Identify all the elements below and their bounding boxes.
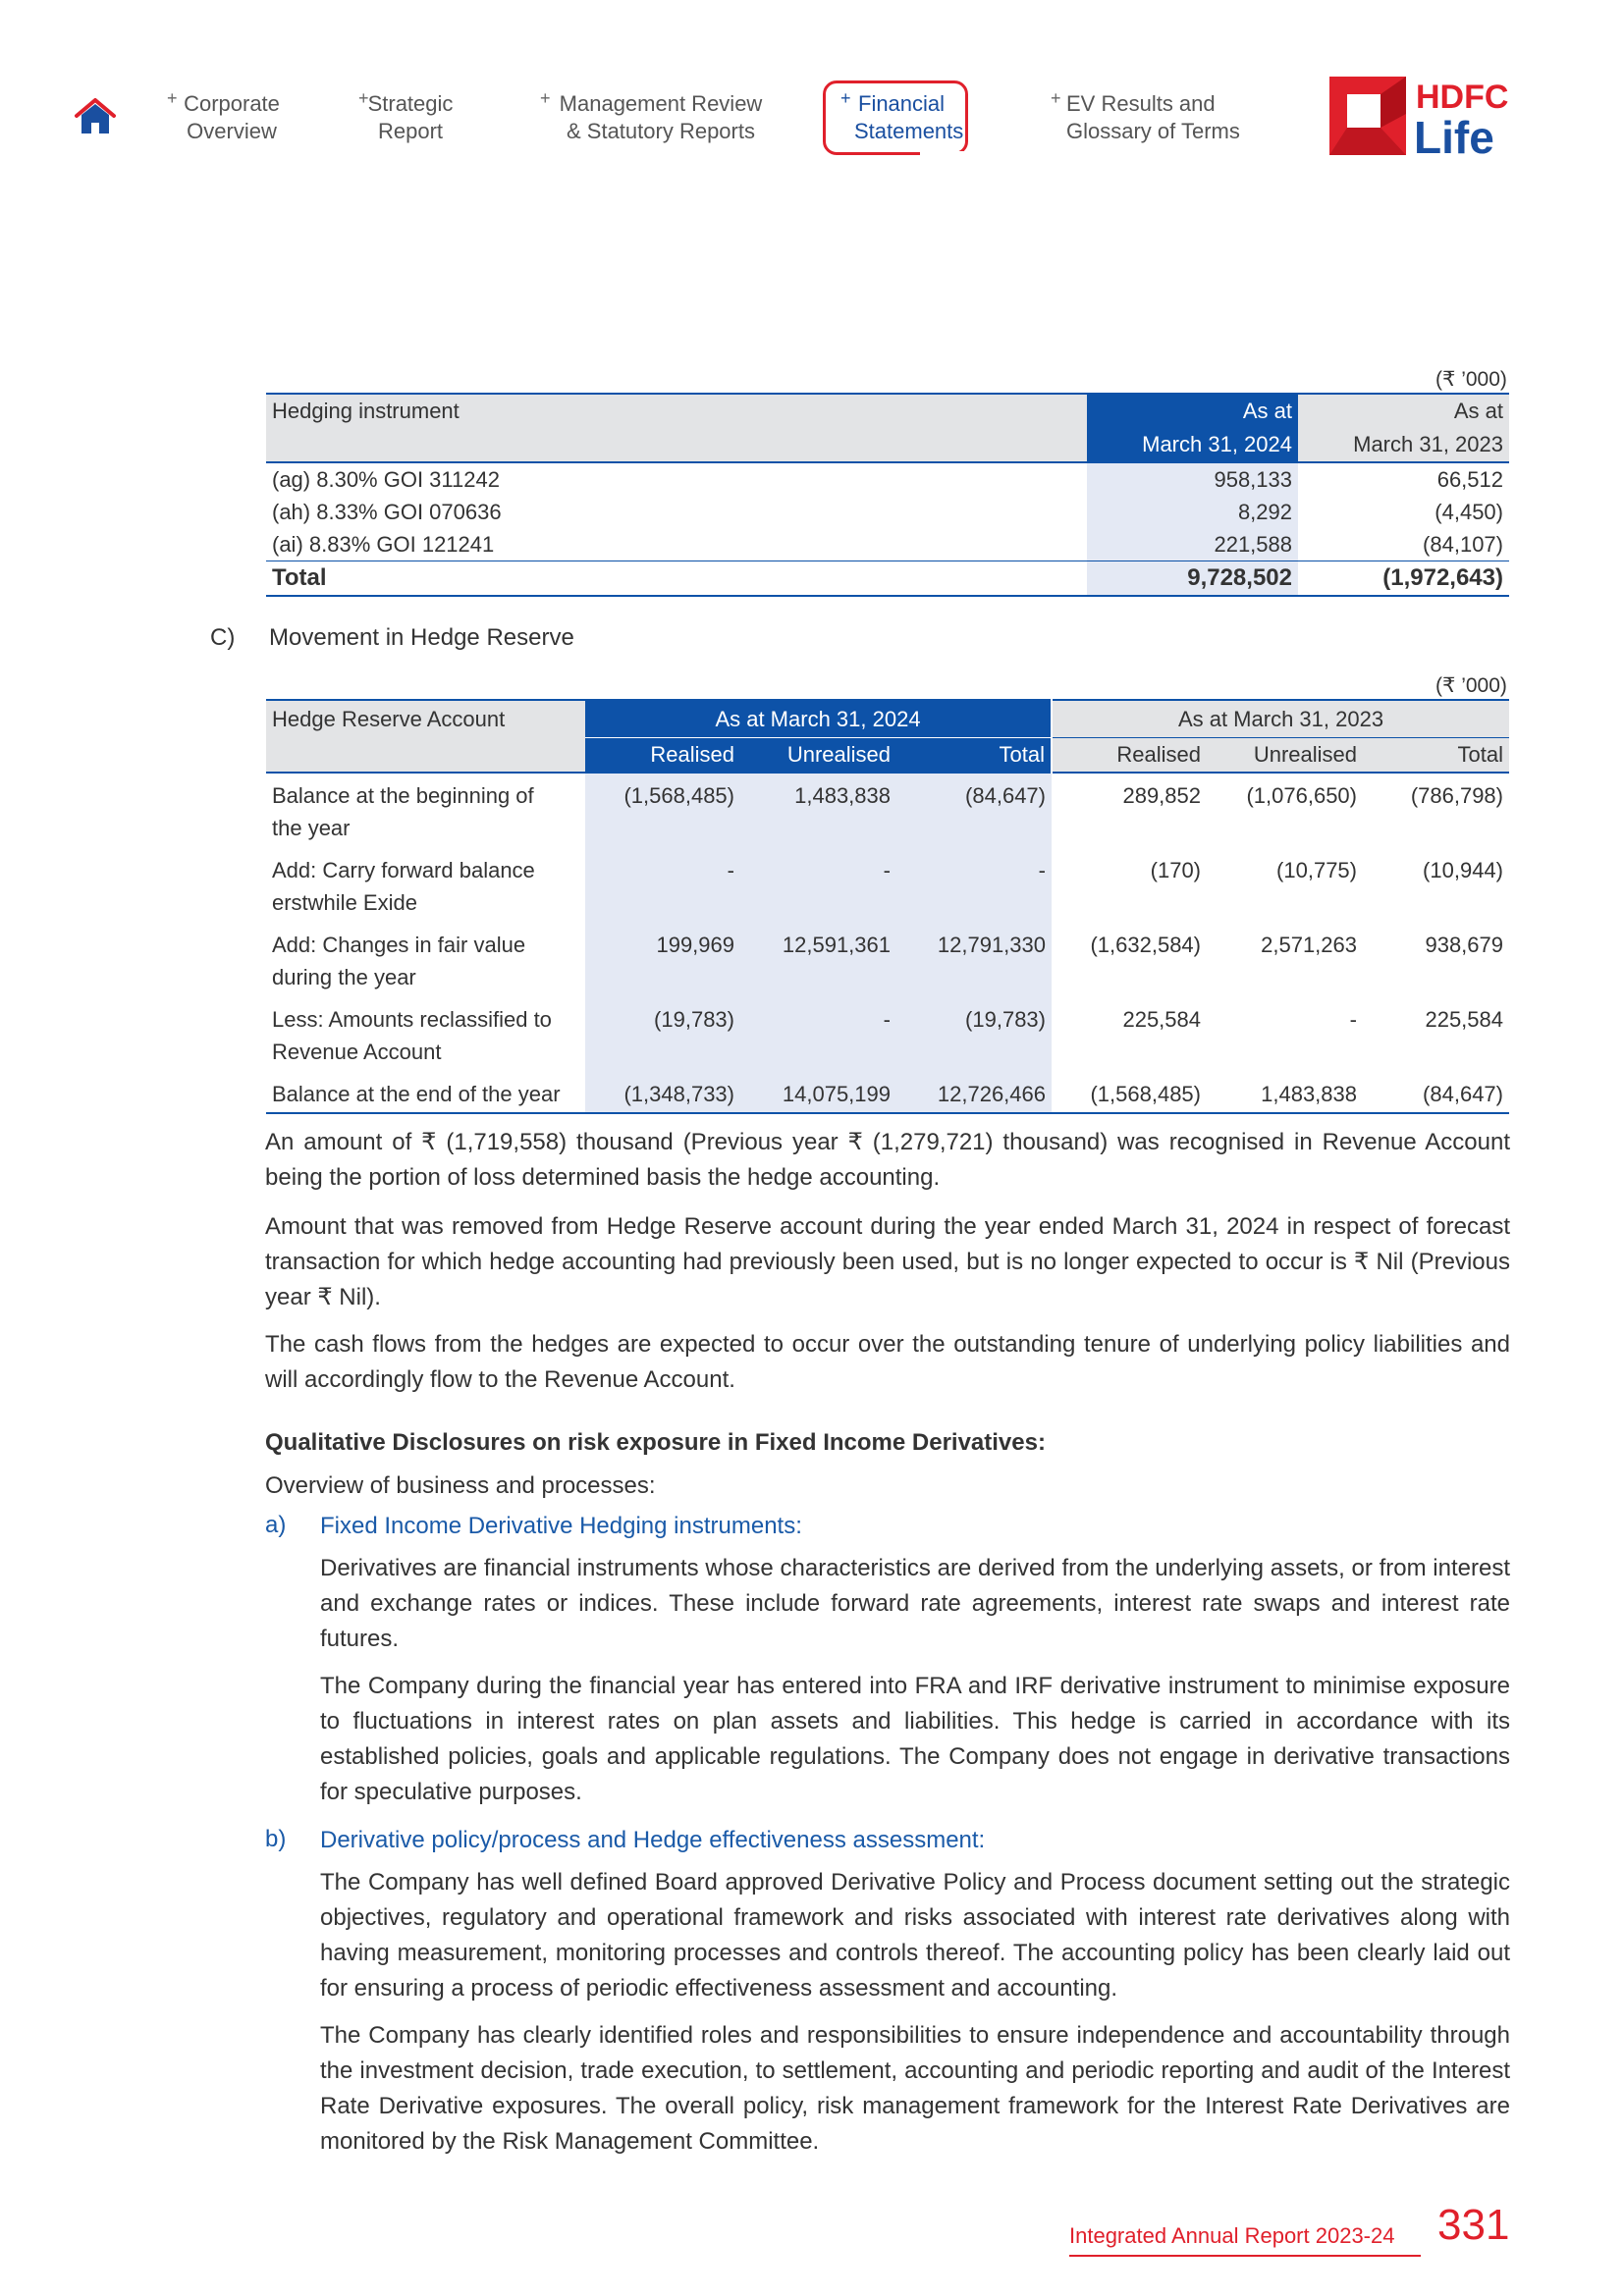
table-header-group-row xyxy=(266,700,1509,738)
cell: 225,584 xyxy=(1122,1007,1201,1032)
table-row xyxy=(266,528,1509,561)
row-label-line1: Balance at the beginning of xyxy=(272,783,534,808)
row-label: (ah) 8.33% GOI 070636 xyxy=(272,500,502,524)
plus-icon: + xyxy=(1051,88,1061,108)
cell: (170) xyxy=(1150,858,1201,882)
cell: (1,568,485) xyxy=(585,773,740,848)
cell: (19,783) xyxy=(896,997,1052,1072)
col-header-realised-2023: Realised xyxy=(1052,738,1207,774)
col-header-2023 xyxy=(1298,394,1509,462)
cell: (10,944) xyxy=(1423,858,1503,882)
value-2023: (84,107) xyxy=(1423,532,1503,557)
row-label: (ai) 8.83% GOI 121241 xyxy=(272,532,495,557)
cell: (19,783) xyxy=(585,997,740,1072)
cell: - xyxy=(1349,1007,1357,1032)
svg-text:Life: Life xyxy=(1414,112,1494,159)
value-2024: 221,588 xyxy=(1087,528,1298,561)
paragraph-derivatives-definition: Derivatives are financial instruments whose characteristics are derived from the underlying assets, or from interest and exchange rates or indices. These include forward rate agreements, interest rate swaps and interest rate futures. xyxy=(320,1555,1510,1652)
nav-strategic-report[interactable] xyxy=(358,88,456,145)
nav-label-line1: Corporate xyxy=(184,91,280,116)
subheading-fixed-income: Fixed Income Derivative Hedging instruments: xyxy=(320,1513,802,1539)
col-group-2023: As at March 31, 2023 xyxy=(1052,700,1509,738)
table-row xyxy=(266,1072,1509,1113)
col-header-2023-line2: March 31, 2023 xyxy=(1353,432,1503,456)
nav-label-line1: Strategic xyxy=(367,91,454,116)
list-letter-b: b) xyxy=(265,1826,287,1852)
cell: 225,584 xyxy=(1425,1007,1503,1032)
cell: 12,791,330 xyxy=(896,923,1052,997)
row-label xyxy=(266,997,585,1072)
paragraph-derivative-policy: The Company has well defined Board approved Derivative Policy and Process document setting out the strategic objectives, regulatory and operational framework and risks associated with interest rate derivatives along with having measurement, monitoring processes and controls thereof. The accounting policy has been clearly laid out for ensuring a process of periodic effectiveness assessment and accounting. xyxy=(320,1869,1510,2002)
row-label-line1: Balance at the end of the year xyxy=(272,1082,561,1106)
col-header-total-2023: Total xyxy=(1363,738,1509,774)
subheading-derivative-policy: Derivative policy/process and Hedge effectiveness assessment: xyxy=(320,1827,986,1853)
total-label: Total xyxy=(272,564,327,591)
home-icon[interactable] xyxy=(73,94,118,139)
row-label-line2: Revenue Account xyxy=(272,1040,442,1064)
paragraph-fra-irf: The Company during the financial year has entered into FRA and IRF derivative instrument to minimise exposure to fluctuations in interest rates on plan assets and liabilities. This hedge is carried in accordance with its established policies, goals and applicable regulations. The Company does not engage in derivative transactions for speculative purposes. xyxy=(320,1673,1510,1805)
row-label-line1: Add: Carry forward balance xyxy=(272,858,535,882)
table2-unit: (₹ ’000) xyxy=(1435,674,1507,697)
cell: 289,852 xyxy=(1122,783,1201,808)
cell: (84,647) xyxy=(1423,1082,1503,1106)
table-row xyxy=(266,923,1509,997)
cell: (10,775) xyxy=(1276,858,1357,882)
nav-label-line1: Management Review xyxy=(559,91,763,116)
total-2023: (1,972,643) xyxy=(1382,564,1503,591)
table-header-row xyxy=(266,394,1509,462)
nav-label-line2: & Statutory Reports xyxy=(567,119,755,143)
plus-icon: + xyxy=(540,88,551,108)
plus-icon: + xyxy=(358,88,369,108)
value-2024: 8,292 xyxy=(1087,496,1298,528)
row-label-line2: erstwhile Exide xyxy=(272,890,417,915)
hedge-reserve-table xyxy=(266,699,1509,1114)
cell: - xyxy=(740,848,896,923)
cell: (1,076,650) xyxy=(1246,783,1357,808)
table-row xyxy=(266,997,1509,1072)
row-label xyxy=(266,923,585,997)
nav-label-line1: Financial xyxy=(858,91,946,116)
nav-label-line2: Statements xyxy=(854,119,964,143)
svg-text:HDFC: HDFC xyxy=(1416,79,1509,116)
plus-icon: + xyxy=(167,88,178,108)
col-header-2023-line1: As at xyxy=(1453,399,1503,423)
nav-management-review[interactable] xyxy=(540,88,766,145)
row-label xyxy=(266,1072,585,1113)
table-row xyxy=(266,848,1509,923)
col-header-account: Hedge Reserve Account xyxy=(266,700,585,773)
paragraph-revenue-recognition: An amount of ₹ (1,719,558) thousand (Previous year ₹ (1,279,721) thousand) was recognised in Revenue Account being the portion of loss determined basis the hedge accounting. xyxy=(265,1129,1510,1191)
cell: (1,348,733) xyxy=(585,1072,740,1113)
footer-report-title: Integrated Annual Report 2023-24 xyxy=(1069,2223,1395,2248)
col-header-2024 xyxy=(1087,394,1298,462)
paragraph-cash-flows: The cash flows from the hedges are expected to occur over the outstanding tenure of underlying policy liabilities and will accordingly flow to the Revenue Account. xyxy=(265,1331,1510,1393)
row-label xyxy=(266,848,585,923)
section-heading-qualitative: Qualitative Disclosures on risk exposure in Fixed Income Derivatives: xyxy=(265,1429,1046,1456)
total-row xyxy=(266,561,1509,597)
col-header-2024-line2: March 31, 2024 xyxy=(1142,432,1292,456)
cell: - xyxy=(740,997,896,1072)
value-2023: (4,450) xyxy=(1435,500,1503,524)
hedging-instrument-table xyxy=(266,393,1509,597)
row-label-line1: Less: Amounts reclassified to xyxy=(272,1007,552,1032)
col-header-2024-line1: As at xyxy=(1242,399,1292,423)
cell: 938,679 xyxy=(1425,933,1503,957)
total-2024: 9,728,502 xyxy=(1087,561,1298,597)
value-2023: 66,512 xyxy=(1436,467,1503,492)
cell: 199,969 xyxy=(585,923,740,997)
col-header-realised-2024: Realised xyxy=(585,738,740,774)
cell: - xyxy=(585,848,740,923)
col-header-unrealised-2023: Unrealised xyxy=(1207,738,1363,774)
page-number: 331 xyxy=(1437,2201,1510,2249)
table-row xyxy=(266,496,1509,528)
cell: 14,075,199 xyxy=(740,1072,896,1113)
cell: 12,591,361 xyxy=(740,923,896,997)
col-header-unrealised-2024: Unrealised xyxy=(740,738,896,774)
nav-label-line2: Overview xyxy=(187,119,277,143)
col-header-hedging-instrument: Hedging instrument xyxy=(266,394,1087,462)
col-group-2024: As at March 31, 2024 xyxy=(585,700,1052,738)
paragraph-roles-responsibilities: The Company has clearly identified roles and responsibilities to ensure independence and accountability through the investment decision, trade execution, to settlement, accounting and periodic reporting and audit of the Interest Rate Derivative exposures. The overall policy, risk management framework for the Interest Rate Derivatives are monitored by the Risk Management Committee. xyxy=(320,2022,1510,2155)
row-label-line2: during the year xyxy=(272,965,416,989)
nav-label-line2: Glossary of Terms xyxy=(1066,119,1240,143)
table-row xyxy=(266,462,1509,496)
value-2024: 958,133 xyxy=(1087,462,1298,496)
cell: - xyxy=(896,848,1052,923)
cell: (1,632,584) xyxy=(1090,933,1201,957)
hdfc-life-logo xyxy=(1329,75,1510,159)
row-label xyxy=(266,773,585,848)
row-label-line1: Add: Changes in fair value xyxy=(272,933,526,957)
nav-ev-results[interactable] xyxy=(1051,88,1243,145)
row-label-line2: the year xyxy=(272,816,351,840)
cell: 1,483,838 xyxy=(1261,1082,1357,1106)
plus-icon: + xyxy=(840,88,851,108)
footer-divider xyxy=(1069,2255,1421,2257)
col-header-total-2024: Total xyxy=(896,738,1052,774)
paragraph-hedge-reserve-removal: Amount that was removed from Hedge Reserve account during the year ended March 31, 2024 in respect of forecast transaction for which hedge accounting had previously been used, but is no longer expected to occur is ₹ Nil (Previous year ₹ Nil). xyxy=(265,1213,1510,1310)
list-letter-a: a) xyxy=(265,1512,287,1538)
nav-label-line2: Report xyxy=(377,119,444,143)
cell: (786,798) xyxy=(1410,783,1503,808)
cell: 12,726,466 xyxy=(896,1072,1052,1113)
cell: (84,647) xyxy=(896,773,1052,848)
table-row xyxy=(266,773,1509,848)
cell: (1,568,485) xyxy=(1090,1082,1201,1106)
table1-unit: (₹ ’000) xyxy=(1435,368,1507,391)
section-c-letter: C) xyxy=(210,624,236,651)
section-c-title: Movement in Hedge Reserve xyxy=(269,624,574,651)
nav-label-line1: EV Results and xyxy=(1066,91,1216,116)
nav-financial-statements[interactable] xyxy=(840,88,974,145)
nav-corporate-overview[interactable] xyxy=(167,88,291,145)
row-label: (ag) 8.30% GOI 311242 xyxy=(272,467,500,492)
cell: 2,571,263 xyxy=(1261,933,1357,957)
overview-label: Overview of business and processes: xyxy=(265,1472,656,1499)
cell: 1,483,838 xyxy=(740,773,896,848)
